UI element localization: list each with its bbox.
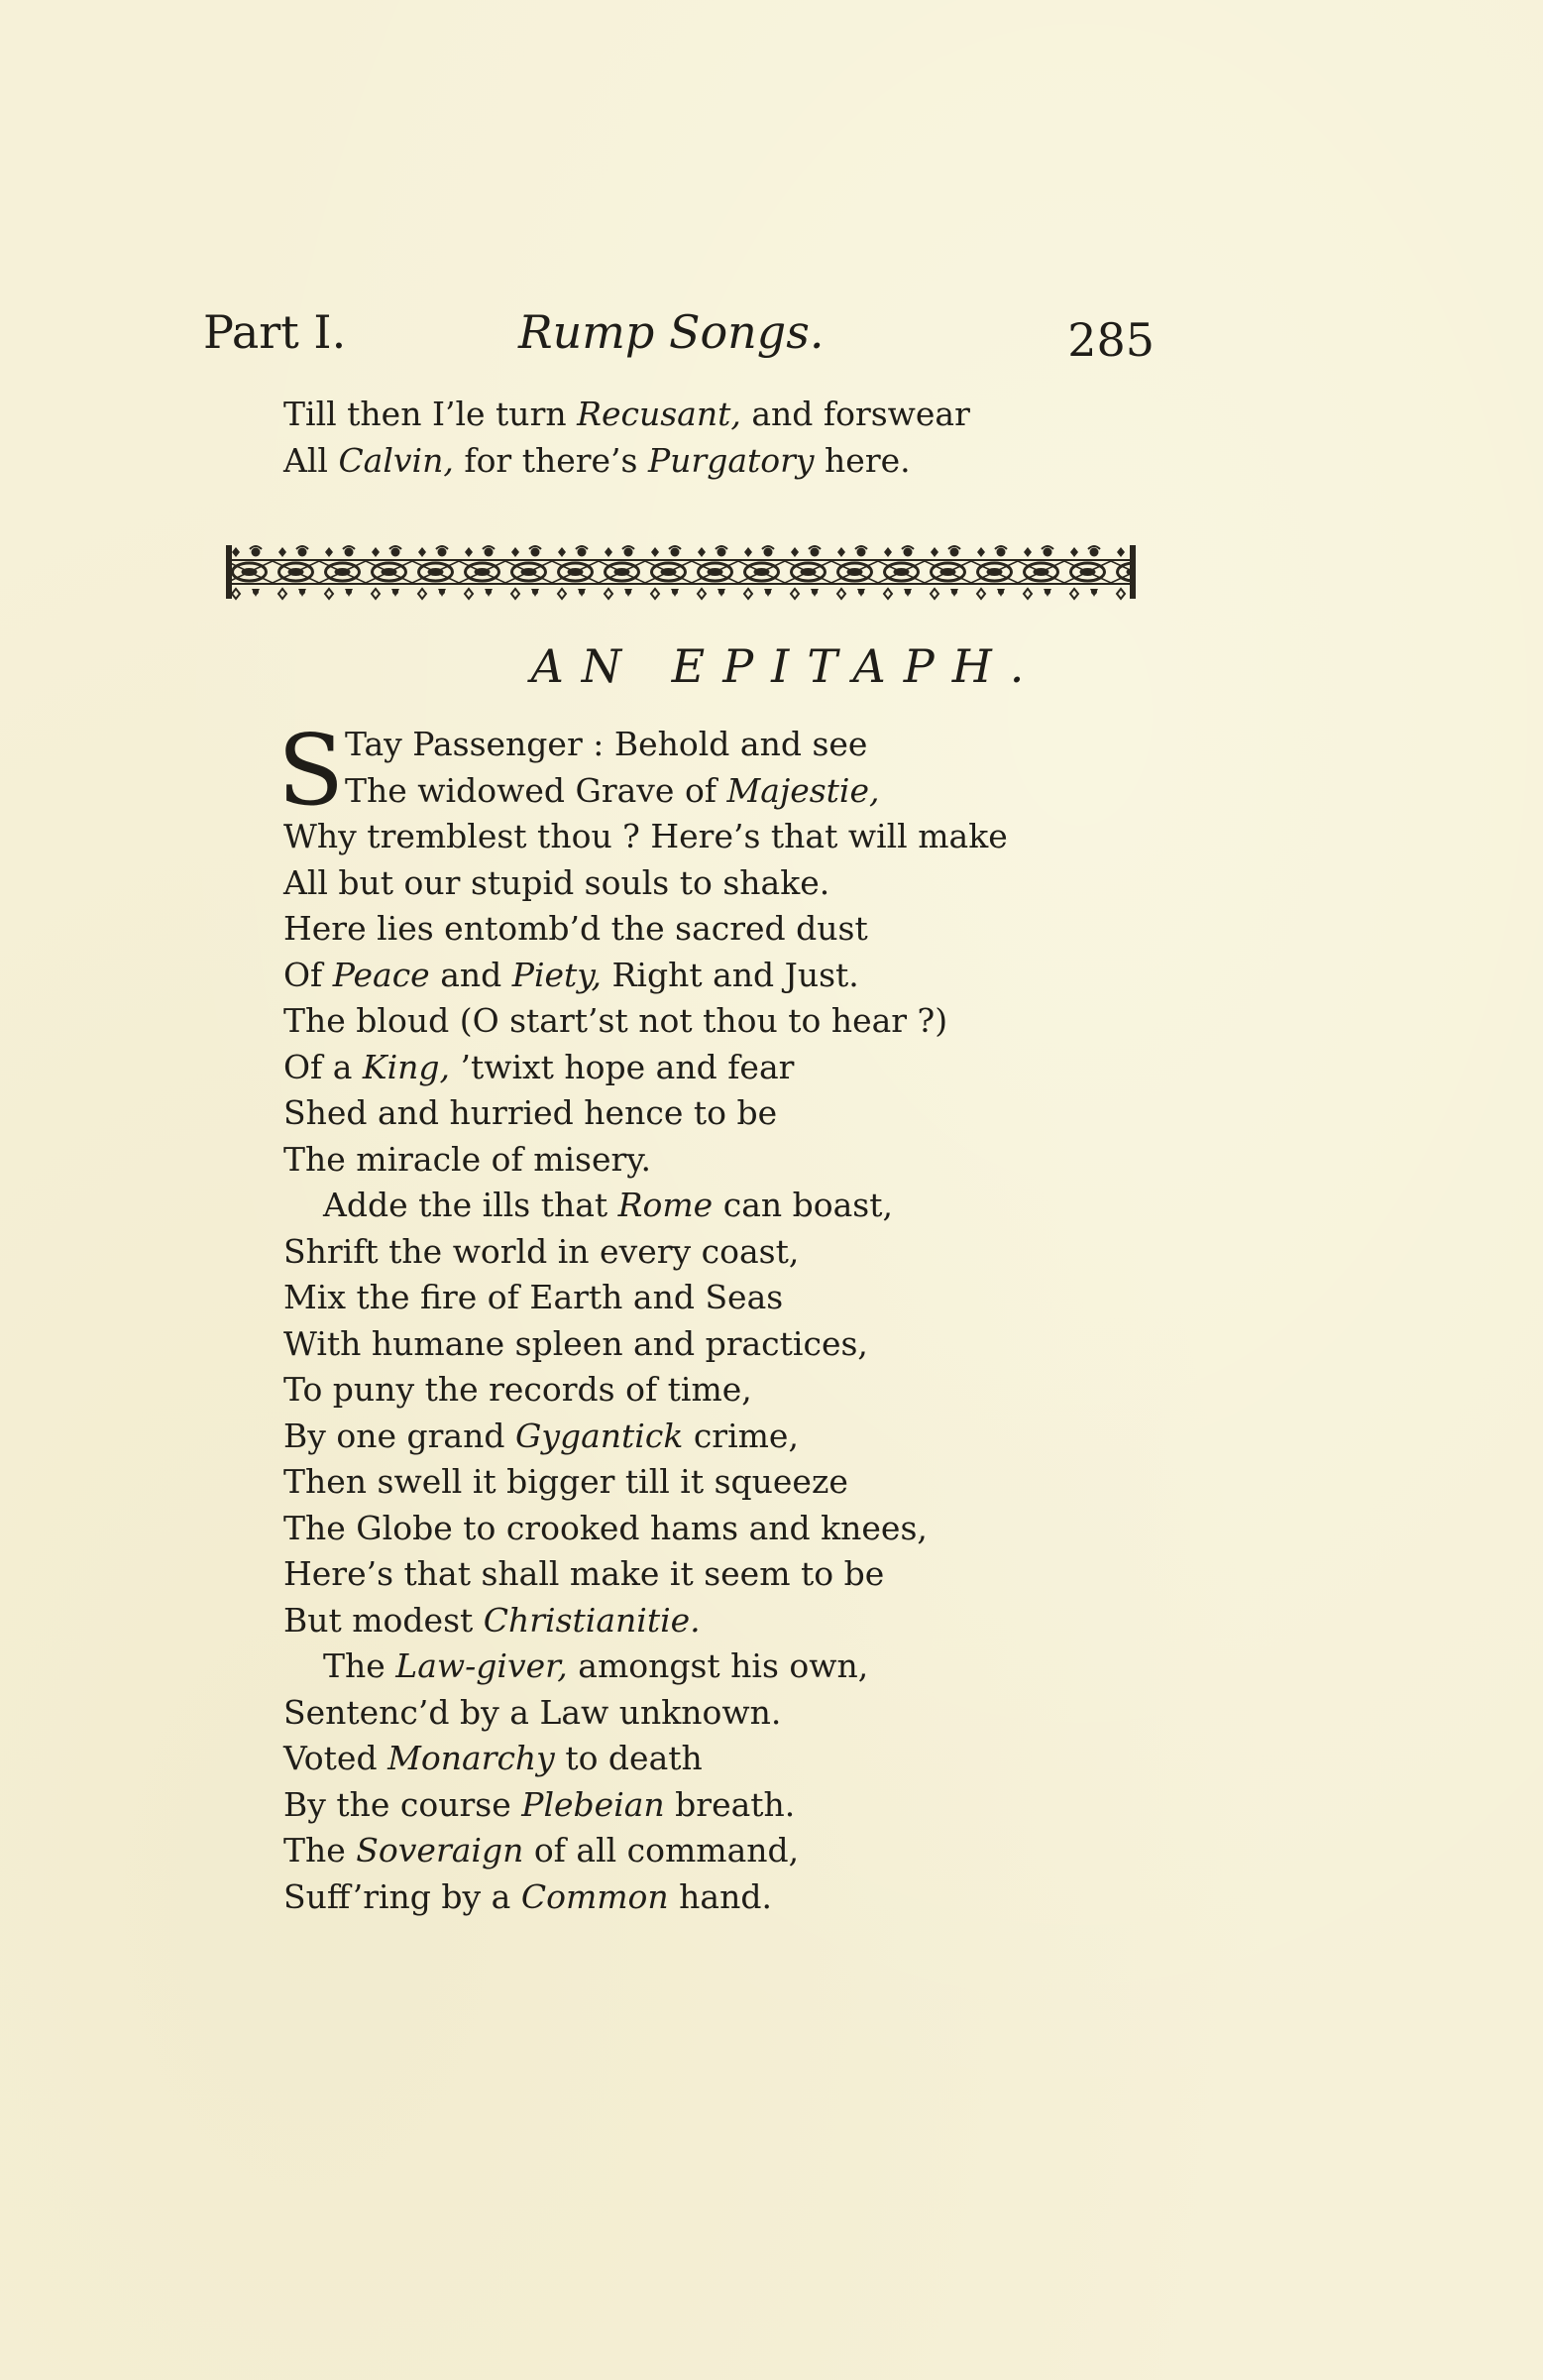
italic-word: Christianitie. [483,1600,701,1640]
drop-cap: S [277,715,345,828]
verse-text: The widowed Grave of [345,770,727,810]
verse-text: hand. [668,1876,772,1916]
verse-text: The Globe to crooked hams and knees, [283,1508,928,1547]
verse-text: and [429,955,512,994]
verse-text: Of [283,955,333,994]
verse-line [283,953,1008,999]
verse-line [283,1828,1008,1874]
italic-word: Soveraign [356,1831,524,1870]
verse-text: By one grand [283,1416,515,1455]
verse-line [283,1506,1008,1552]
italic-word: Piety, [511,955,603,994]
verse-text: The bloud (O start’st not thou to hear ?) [283,1001,948,1040]
verse-line [283,860,1008,907]
verse-text: The [283,1831,357,1870]
ornamental-border-icon [226,543,1136,601]
verse-text: and forswear [740,395,970,433]
verse-line [283,1367,1008,1414]
italic-word: Peace [332,955,430,994]
verse-text: Tay Passenger : Behold and see [345,725,868,763]
italic-word: Calvin, [338,440,454,480]
verse-line [283,1414,1008,1460]
running-head-title: Rump Songs. [518,305,825,359]
verse-text: amongst his own, [567,1646,869,1685]
italic-word: Monarchy [387,1739,555,1777]
verse-line [283,906,1008,953]
verse-text: By the course [283,1784,522,1824]
verse-text: All [283,440,339,480]
verse-line [283,1690,1008,1737]
verse-line [283,1643,1008,1690]
verse-text: Here’s that shall make it seem to be [283,1554,885,1593]
page-number: 285 [1067,313,1155,367]
verse-text: Adde the ills that [323,1186,618,1224]
verse-text: The [323,1646,396,1685]
verse-text: of all command, [523,1831,800,1870]
verse-line [283,1275,1008,1321]
italic-word: King, [362,1047,450,1086]
verse-line [283,1045,1008,1091]
verse-text: ’twixt hope and fear [450,1047,795,1086]
italic-word: Recusant, [577,395,741,433]
italic-word: Rome [617,1186,714,1224]
verse-line [283,1321,1008,1368]
verse-text: Shrift the world in every coast, [283,1231,800,1271]
verse-line [283,998,1008,1045]
verse-text: for there’s [453,440,648,480]
verse-line [283,1874,1008,1921]
running-head-part: Part I. [203,305,347,359]
verse-line [283,1459,1008,1506]
verse-text: Here lies entomb’d the sacred dust [283,909,868,948]
verse-text: Sentenc’d by a Law unknown. [283,1692,782,1732]
verse-text: to death [554,1739,703,1777]
verse-line [283,1090,1008,1137]
verse-text: Shed and hurried hence to be [283,1093,778,1132]
verse-line [283,1183,1008,1229]
verse-line [283,438,970,485]
italic-word: Purgatory [647,440,815,480]
verse-text: crime, [683,1416,799,1455]
italic-word: Plebeian [521,1784,665,1824]
verse-text: Then swell it bigger till it squeeze [283,1462,848,1501]
italic-word: Majestie, [726,770,880,810]
verse-text: breath. [664,1784,796,1824]
verse-text: Of a [283,1047,363,1086]
verse-text: Suff’ring by a [283,1876,521,1916]
verse-text: With humane spleen and practices, [283,1323,868,1363]
italic-word: Gygantick [514,1416,684,1455]
verse-text: The miracle of misery. [283,1139,652,1179]
italic-word: Common [520,1876,669,1916]
verse-line [283,392,970,438]
verse-text: To puny the records of time, [283,1370,752,1409]
carry-over-verse [283,392,970,484]
verse-line [283,1551,1008,1598]
verse-line [283,1229,1008,1276]
poem-heading-text: AN EPITAPH. [530,639,1043,693]
verse-line [283,1782,1008,1829]
verse-line [283,1736,1008,1782]
poem-body [277,715,1008,1920]
verse-text: here. [814,440,911,480]
poem-heading [0,636,1543,696]
italic-word: Law-giver, [395,1646,568,1685]
verse-text: can boast, [713,1186,893,1224]
verse-text: Right and Just. [602,955,859,994]
verse-text: Why tremblest thou ? Here’s that will make [283,817,1008,855]
verse-line [283,768,1008,815]
verse-line [283,1137,1008,1184]
verse-text: But modest [283,1600,484,1640]
verse-text: Voted [283,1739,388,1777]
verse-text: Till then I’le turn [283,395,578,433]
verse-text: All but our stupid souls to shake. [283,862,830,902]
verse-line [283,814,1008,860]
verse-line [283,722,1008,768]
verse-text: Mix the fire of Earth and Seas [283,1278,784,1316]
running-head [203,297,1155,367]
verse-line [283,1598,1008,1644]
